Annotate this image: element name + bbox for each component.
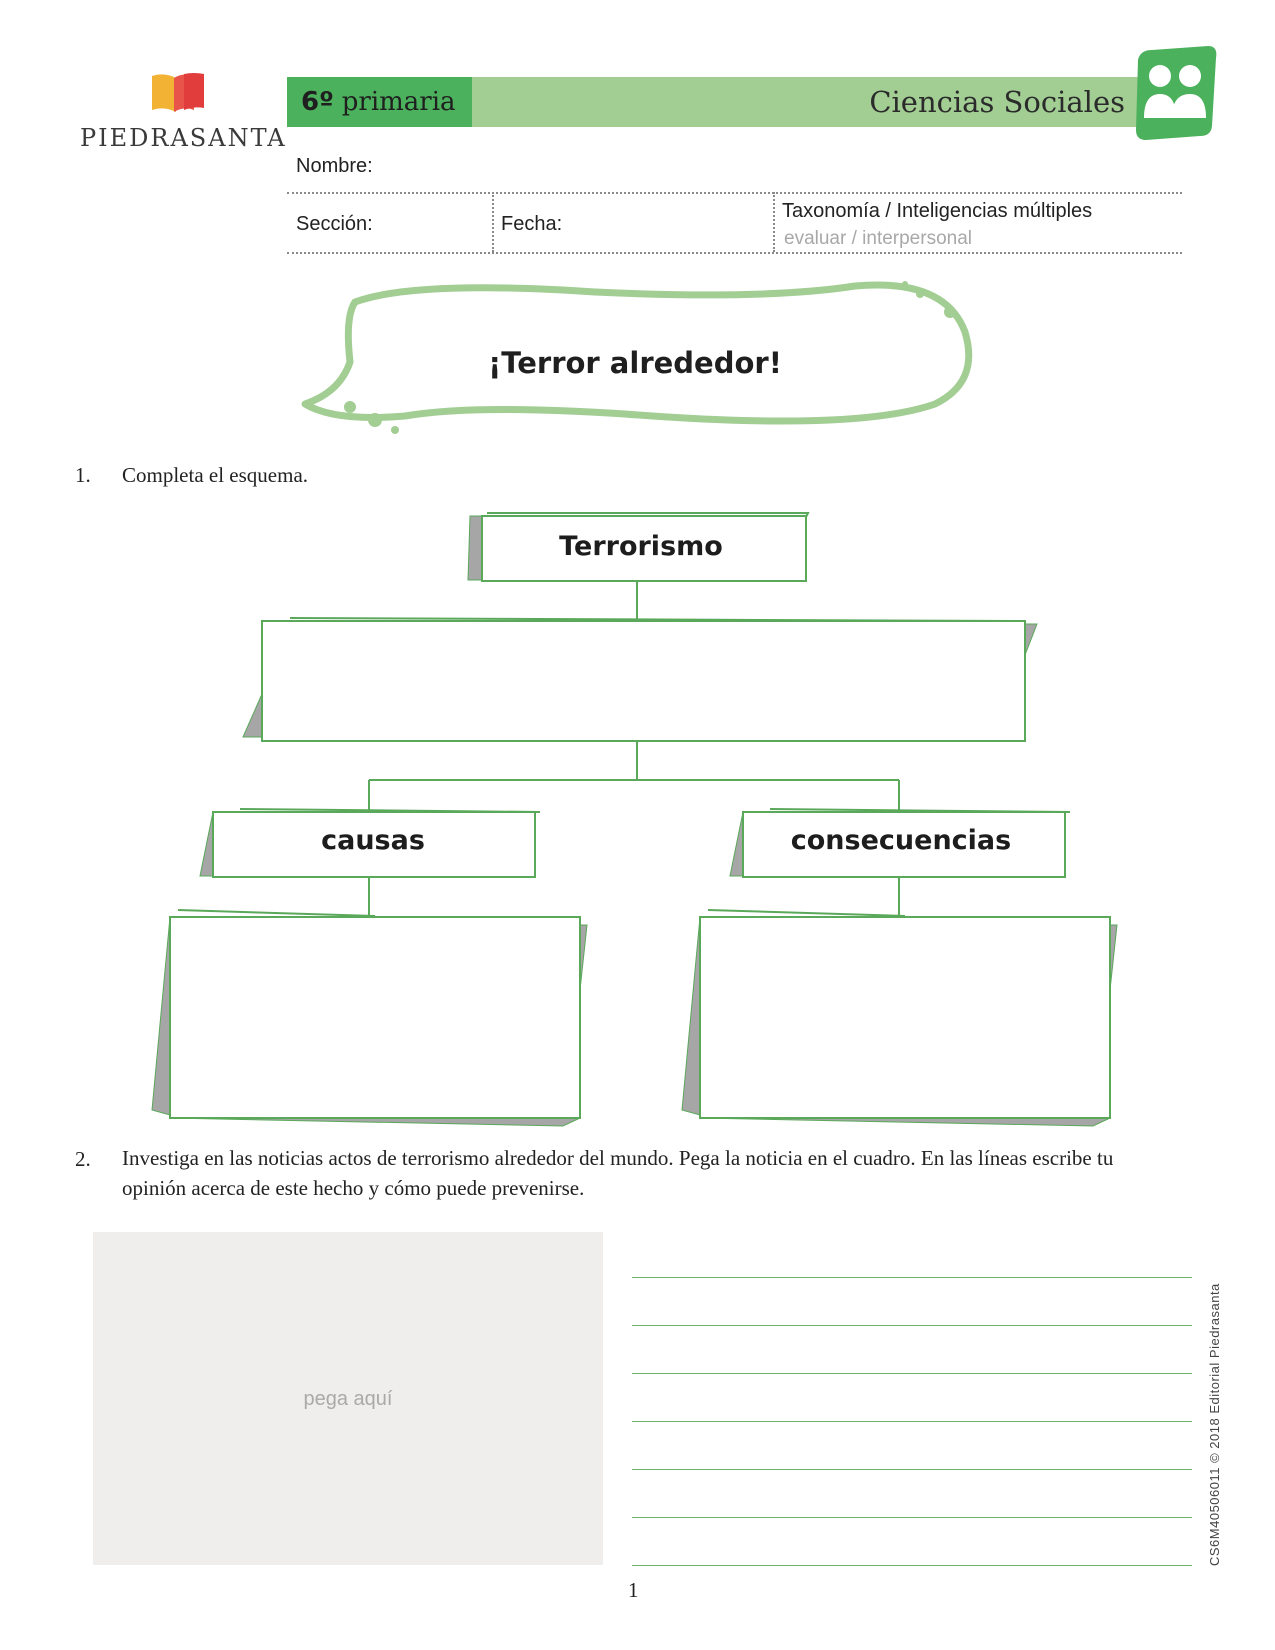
writing-line[interactable] xyxy=(632,1325,1192,1326)
writing-line[interactable] xyxy=(632,1469,1192,1470)
node-label-consecuencias: consecuencias xyxy=(790,825,1012,856)
writing-line[interactable] xyxy=(632,1565,1192,1566)
writing-line[interactable] xyxy=(632,1277,1192,1278)
node-label-root: Terrorismo xyxy=(559,531,723,562)
name-label: Nombre: xyxy=(296,155,373,177)
activity-2-number: 2. xyxy=(75,1147,91,1171)
activity-1-number: 1. xyxy=(75,463,91,487)
taxonomy-label: Taxonomía / Inteligencias múltiples xyxy=(782,200,1093,222)
grade-text: primaria xyxy=(341,87,456,117)
worksheet-title: ¡Terror alrededor! xyxy=(488,346,782,380)
consecuencias-answer-blank xyxy=(682,910,1117,1126)
causas-answer-blank xyxy=(152,910,587,1126)
date-label: Fecha: xyxy=(501,213,563,235)
page-number: 1 xyxy=(628,1578,639,1602)
brand-name: PIEDRASANTA xyxy=(80,124,287,152)
subject-title: Ciencias Sociales xyxy=(869,85,1125,119)
activity-2-instruction: Investiga en las noticias actos de terrorismo alrededor del mundo. Pega la noticia en el cuadro. En las líneas escribe tu opinión acerca de este hecho y cómo puede prevenirse. xyxy=(122,1146,1114,1200)
copyright-notice: CS6M40506011 © 2018 Editorial Piedrasanta xyxy=(1207,1283,1222,1566)
writing-line[interactable] xyxy=(632,1373,1192,1374)
activity-1-instruction: Completa el esquema. xyxy=(122,463,309,487)
section-label: Sección: xyxy=(296,213,373,235)
taxonomy-value: evaluar / interpersonal xyxy=(784,228,972,249)
paste-area-label: pega aquí xyxy=(303,1388,393,1410)
grade-number: 6º xyxy=(301,87,334,117)
writing-line[interactable] xyxy=(632,1421,1192,1422)
writing-line[interactable] xyxy=(632,1517,1192,1518)
node-definition-blank xyxy=(243,618,1037,741)
node-label-causas: causas xyxy=(321,825,425,856)
